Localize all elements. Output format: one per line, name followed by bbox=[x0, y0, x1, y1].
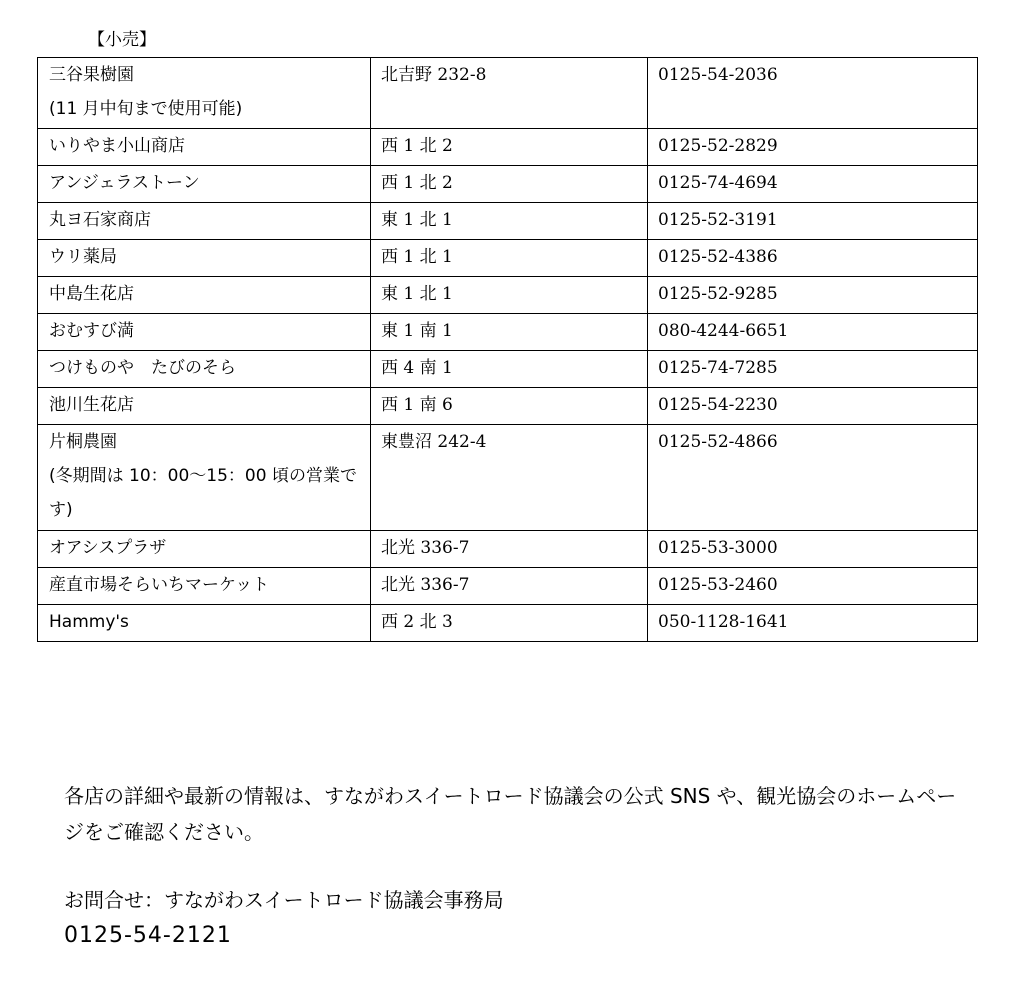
shop-phone: 0125-52-9285 bbox=[648, 277, 978, 314]
shop-name: 片桐農園 bbox=[49, 432, 117, 452]
shop-address: 東 1 北 1 bbox=[371, 203, 648, 240]
shop-phone: 0125-54-2230 bbox=[648, 388, 978, 425]
shop-phone: 050-1128-1641 bbox=[648, 605, 978, 642]
table-row bbox=[38, 605, 978, 642]
shop-phone: 0125-52-4866 bbox=[648, 425, 978, 531]
contact-label: お問合せ：すながわスイートロード協議会事務局 bbox=[64, 888, 504, 912]
shop-address: 西 1 北 2 bbox=[371, 166, 648, 203]
shop-address: 北吉野 232-8 bbox=[371, 58, 648, 129]
shop-name: アンジェラストーン bbox=[49, 173, 200, 193]
table-row bbox=[38, 388, 978, 425]
shop-name-cell bbox=[38, 240, 371, 277]
shop-name: いりやま小山商店 bbox=[49, 136, 185, 156]
table-row bbox=[38, 351, 978, 388]
shop-phone: 0125-54-2036 bbox=[648, 58, 978, 129]
shop-name: ウリ薬局 bbox=[49, 247, 117, 267]
shop-name-cell bbox=[38, 277, 371, 314]
table-row bbox=[38, 531, 978, 568]
shop-phone: 0125-52-3191 bbox=[648, 203, 978, 240]
shop-name: 三谷果樹園 bbox=[49, 65, 134, 85]
table-row bbox=[38, 425, 978, 531]
shop-name: おむすび満 bbox=[49, 321, 134, 341]
shop-phone: 0125-53-2460 bbox=[648, 568, 978, 605]
shop-name-cell bbox=[38, 129, 371, 166]
shop-phone: 080-4244-6651 bbox=[648, 314, 978, 351]
shop-name-cell bbox=[38, 425, 371, 531]
shop-address: 西 2 北 3 bbox=[371, 605, 648, 642]
shop-name: つけものや たびのそら bbox=[49, 358, 236, 378]
section-heading: 【小売】 bbox=[88, 30, 156, 50]
shop-address: 西 1 北 2 bbox=[371, 129, 648, 166]
shop-name-cell bbox=[38, 166, 371, 203]
shop-name-cell bbox=[38, 314, 371, 351]
shop-address: 東豊沼 242-4 bbox=[371, 425, 648, 531]
shop-phone: 0125-52-2829 bbox=[648, 129, 978, 166]
shop-note: (11 月中旬まで使用可能) bbox=[49, 99, 243, 119]
shop-address: 西 1 南 6 bbox=[371, 388, 648, 425]
shop-name: Hammy's bbox=[49, 612, 129, 632]
table-row bbox=[38, 166, 978, 203]
shop-address: 西 4 南 1 bbox=[371, 351, 648, 388]
shop-name-cell bbox=[38, 568, 371, 605]
shop-name: 丸ヨ石家商店 bbox=[49, 210, 151, 230]
shop-address: 東 1 北 1 bbox=[371, 277, 648, 314]
shop-name-cell bbox=[38, 203, 371, 240]
shop-name: オアシスプラザ bbox=[49, 538, 167, 558]
shop-name: 池川生花店 bbox=[49, 395, 134, 415]
shop-address: 北光 336-7 bbox=[371, 568, 648, 605]
shop-address: 東 1 南 1 bbox=[371, 314, 648, 351]
shop-note: (冬期間は 10：00～15：00 頃の営業です) bbox=[49, 466, 357, 520]
shop-name-cell bbox=[38, 351, 371, 388]
table-row bbox=[38, 129, 978, 166]
table-row bbox=[38, 568, 978, 605]
shop-address: 西 1 北 1 bbox=[371, 240, 648, 277]
table-row bbox=[38, 277, 978, 314]
shop-name: 中島生花店 bbox=[49, 284, 134, 304]
table-row bbox=[38, 314, 978, 351]
contact-phone: 0125-54-2121 bbox=[64, 923, 232, 948]
table-row bbox=[38, 240, 978, 277]
shop-name: 産直市場そらいちマーケット bbox=[49, 575, 270, 595]
retail-shop-table bbox=[37, 57, 978, 642]
shop-phone: 0125-74-7285 bbox=[648, 351, 978, 388]
shop-address: 北光 336-7 bbox=[371, 531, 648, 568]
info-note: 各店の詳細や最新の情報は、すながわスイートロード協議会の公式 SNS や、観光協会のホームページをご確認ください。 bbox=[64, 784, 957, 844]
shop-phone: 0125-53-3000 bbox=[648, 531, 978, 568]
shop-phone: 0125-74-4694 bbox=[648, 166, 978, 203]
table-row bbox=[38, 58, 978, 129]
table-row bbox=[38, 203, 978, 240]
shop-name-cell bbox=[38, 58, 371, 129]
shop-phone: 0125-52-4386 bbox=[648, 240, 978, 277]
shop-name-cell bbox=[38, 531, 371, 568]
shop-name-cell bbox=[38, 605, 371, 642]
shop-name-cell bbox=[38, 388, 371, 425]
